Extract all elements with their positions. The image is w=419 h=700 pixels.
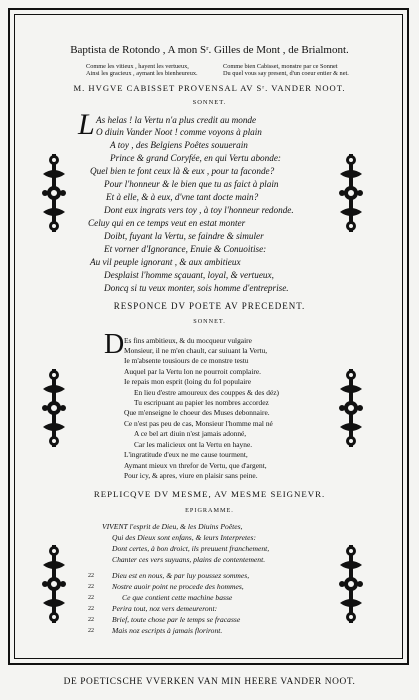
verse-left-line-2: Ainsi les gracieux , aymant les bienheureux. bbox=[86, 70, 198, 77]
line-marker-3: 22 bbox=[88, 595, 94, 601]
ornament-left-top bbox=[41, 152, 67, 234]
sonnet-line-5: Quel bien te font ceux là & eux , pour ta faconde? bbox=[90, 166, 275, 176]
verse-left-line-1: Comme les vitieux , hayent les vertueux, bbox=[86, 63, 189, 70]
epigram-line-4: Chanter ces vers suyuans, plains de contentement. bbox=[112, 555, 266, 564]
sonnet-label: SONNET. bbox=[192, 99, 227, 106]
epigram-line-2: Qui des Dieux sont enfans, & leurs Interpretes: bbox=[112, 533, 256, 542]
replique-heading: REPLICQVE DV MESME, AV MESME SEIGNEVR. bbox=[93, 489, 326, 499]
verse-right-line-2: Du quel vous say present, d'un coeur entier & net. bbox=[223, 70, 349, 77]
sonnet-line-8: Dont eux ingrats vers toy , à toy l'honneur redonde. bbox=[104, 205, 294, 215]
sonnet-line-10: Doibt, fuyant la Vertu, se faindre & simuler bbox=[104, 231, 264, 241]
response-sonnet-label: SONNET. bbox=[193, 318, 226, 325]
ornament-right-bottom bbox=[338, 543, 364, 625]
drop-cap-d: D bbox=[104, 329, 125, 360]
sonnet-line-11: Et vorner d'Ignorance, Enuie & Conuoitise: bbox=[104, 244, 267, 254]
line-marker-1: 22 bbox=[88, 573, 94, 579]
response-line-9: Ce n'est pas peu de cas, Monsieur l'homme mal né bbox=[124, 419, 273, 428]
sonnet-line-1: As helas ! la Vertu n'a plus credit au monde bbox=[96, 115, 257, 125]
response-line-4: Auquel par la Vertu lon ne pourroit complaire. bbox=[124, 367, 261, 376]
response-line-5: Ie repais mon esprit (loing du fol populaire bbox=[124, 377, 252, 386]
line-marker-5: 22 bbox=[88, 617, 94, 623]
epigram-numbered-line-4: Perira tout, noz vers demeureront: bbox=[112, 604, 218, 613]
verse-right-line-1: Comme bien Cabisset, monstre par ce Sonnet bbox=[223, 63, 338, 70]
drop-cap-l: L bbox=[78, 108, 95, 141]
ornament-right-middle bbox=[338, 367, 364, 449]
response-line-11: Car les malicieux ont la Vertu en hayne. bbox=[134, 440, 253, 449]
sonnet-line-13: Desplaist l'homme sçauant, loyal, & vertueux, bbox=[104, 270, 274, 280]
response-line-13: Aymant mieux vn threfor de Vertu, que d'argent, bbox=[124, 461, 267, 470]
response-heading: RESPONCE DV POETE AV PRECEDENT. bbox=[113, 301, 306, 311]
response-line-12: L'ingratitude d'eux ne me cause tourment, bbox=[124, 450, 248, 459]
sonnet-line-4: Prince & grand Coryfée, en qui Vertu abonde: bbox=[110, 153, 281, 163]
ornament-left-middle bbox=[41, 367, 67, 449]
response-line-14: Pour icy, & apres, viure en plaisir sans peine. bbox=[124, 471, 258, 480]
epigram-line-1: VIVENT l'esprit de Dieu, & les Diuins Poêtes, bbox=[102, 522, 243, 531]
sonnet-line-3: A toy , des Belgiens Poêtes souuerain bbox=[110, 140, 248, 150]
epigram-numbered-line-1: Dieu est en nous, & par luy poussez sommes, bbox=[112, 571, 250, 580]
response-line-1: Es fins ambitieux, & du mocqueur vulgaire bbox=[124, 336, 252, 345]
line-marker-6: 22 bbox=[88, 628, 94, 634]
epigram-numbered-line-5: Brief, toute chose par le temps se fracasse bbox=[112, 615, 241, 624]
epigram-line-3: Dont certes, à bon droict, ils preuuent franchement, bbox=[112, 544, 270, 553]
sonnet-line-9: Celuy qui en ce temps veut en estat monter bbox=[88, 218, 246, 228]
running-title: DE POETICSCHE VVERKEN VAN MIN HEERE VANDER NOOT. bbox=[63, 677, 356, 687]
epigram-numbered-line-6: Mais noz escripts à jamais floriront. bbox=[112, 626, 223, 635]
sonnet-line-12: Au vil peuple ignorant , & aux ambitieux bbox=[90, 257, 241, 267]
sonnet-line-7: Et à elle, & à eux, d'vne tant docte main? bbox=[106, 192, 259, 202]
response-line-7: Tu escripuant au papier les nombres accordez bbox=[134, 398, 269, 407]
response-line-10: A ce bel art diuin n'est jamais adonné, bbox=[134, 429, 247, 438]
line-marker-4: 22 bbox=[88, 606, 94, 612]
epigram-numbered-line-2: Nostre auoir point ne procede des hommes, bbox=[112, 582, 244, 591]
response-line-2: Monsieur, il ne m'en chault, car suiuant la Vertu, bbox=[124, 346, 268, 355]
response-line-3: Ie m'absente tousiours de ce monstre testu bbox=[124, 356, 249, 365]
ornament-left-bottom bbox=[41, 543, 67, 625]
ornament-right-top bbox=[338, 152, 364, 234]
addressee-heading: M. HVGVE CABISSET PROVENSAL AV Sʳ. VANDER NOOT. bbox=[73, 83, 346, 93]
response-line-8: Que m'enseigne le choeur des Muses debonnaire. bbox=[124, 408, 270, 417]
sonnet-line-14: Doncq si tu veux monter, sois homme d'entreprise. bbox=[104, 283, 289, 293]
sonnet-line-2: O diuin Vander Noot ! comme voyons à plain bbox=[96, 127, 262, 137]
response-line-6: En lieu d'estre amoureux des couppes & des déz) bbox=[134, 388, 279, 397]
line-marker-2: 22 bbox=[88, 584, 94, 590]
epigram-numbered-line-3: Ce que contient cette machine basse bbox=[122, 593, 233, 602]
dedication-heading: Baptista de Rotondo , A mon Sʳ. Gilles de Mont , de Brialmont. bbox=[70, 44, 349, 56]
epigramme-label: EPIGRAMME. bbox=[185, 507, 234, 514]
sonnet-line-6: Pour l'honneur & le bien que tu as faict à plain bbox=[104, 179, 279, 189]
